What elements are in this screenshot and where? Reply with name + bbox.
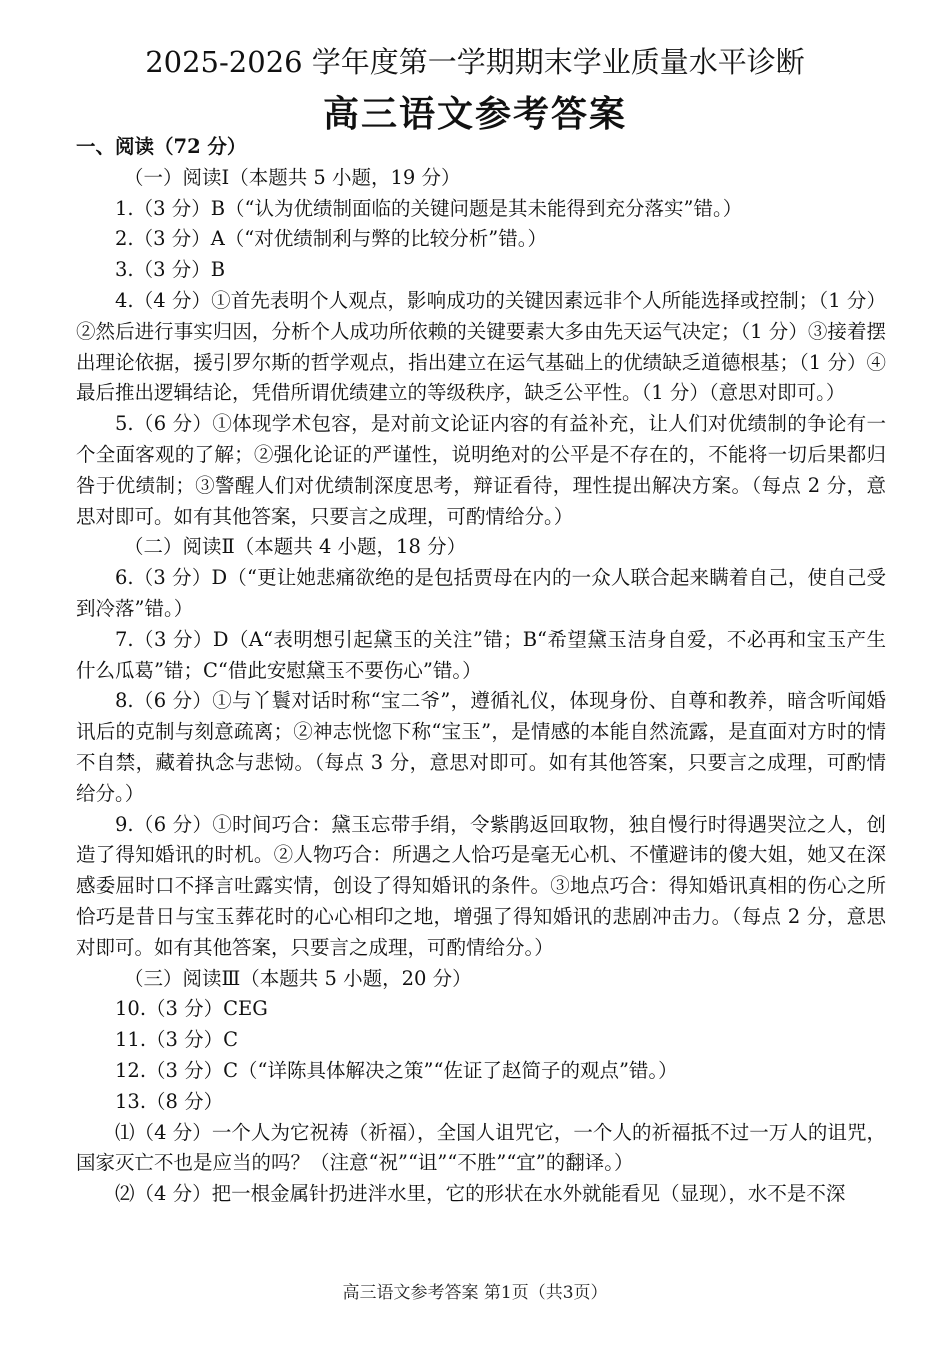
answer-q13-part2: ⑵（4 分）把一根金属针扔进泮水里，它的形状在水外就能看见（显现），水不是不深	[115, 1182, 846, 1206]
document-subtitle: 高三语文参考答案	[322, 93, 627, 135]
subsection-heading-reading3: （三）阅读Ⅲ（本题共 5 小题，20 分）	[124, 966, 472, 990]
answer-q4: 4.（4 分）①首先表明个人观点，影响成功的关键因素远非个人所能选择或控制；（1 分）②然后进行事实归因，分析个人成功所依赖的关键要素大多由先天运气决定；（1 分）③接着摆出理论依据，援引罗尔斯的哲学观点，指出建立在运气基础上的优绩缺乏道德根基；（1 分）④最后推出逻辑结论，凭借所谓优绩建立的等级秩序，缺乏公平性。（1 分）（意思对即可。）	[76, 288, 886, 405]
answer-q2: 2.（3 分）A（“对优绩制利与弊的比较分析”错。）	[115, 227, 547, 251]
section-heading-reading: 一、阅读（72 分）	[76, 135, 247, 158]
answer-q1: 1.（3 分）B（“认为优绩制面临的关键问题是其未能得到充分落实”错。）	[115, 196, 743, 220]
answer-q7: 7.（3 分）D（A“表明想引起黛玉的关注”错；B“希望黛玉洁身自爱，不必再和宝玉产生什么瓜葛”错；C“借此安慰黛玉不要伤心”错。）	[76, 627, 886, 682]
answer-q3: 3.（3 分）B	[115, 258, 226, 282]
answer-q6: 6.（3 分）D（“更让她悲痛欲绝的是包括贾母在内的一众人联合起来瞒着自己，使自己受到冷落”错。）	[76, 566, 886, 620]
answer-q13: 13.（8 分）	[115, 1089, 224, 1113]
answer-content	[76, 132, 886, 1210]
page-footer: 高三语文参考答案 第1页（共3页）	[342, 1283, 608, 1303]
subsection-heading-reading2: （二）阅读Ⅱ（本题共 4 小题，18 分）	[124, 535, 467, 559]
subsection-heading-reading1: （一）阅读Ⅰ（本题共 5 小题，19 分）	[124, 165, 461, 189]
answer-q5: 5.（6 分）①体现学术包容，是对前文论证内容的有益补充，让人们对优绩制的争论有一个全面客观的了解；②强化论证的严谨性，说明绝对的公平是不存在的，不能将一切后果都归咎于优绩制；③警醒人们对优绩制深度思考，辩证看待，理性提出解决方案。（每点 2 分，意思对即可。如有其他答案，只要言之成理，可酌情给分。）	[76, 412, 886, 528]
document-title: 2025-2026 学年度第一学期期末学业质量水平诊断	[145, 45, 805, 79]
answer-q8: 8.（6 分）①与丫鬟对话时称“宝二爷”，遵循礼仪，体现身份、自尊和教养，暗含听闻婚讯后的克制与刻意疏离；②神志恍惚下称“宝玉”，是情感的本能自然流露，是直面对方时的情不自禁，藏着执念与悲恸。（每点 3 分，意思对即可。如有其他答案，只要言之成理，可酌情给分。）	[76, 689, 886, 805]
answer-q11: 11.（3 分）C	[115, 1028, 239, 1052]
answer-q12: 12.（3 分）C（“详陈具体解决之策”“佐证了赵简子的观点”错。）	[115, 1058, 678, 1082]
answer-q10: 10.（3 分）CEG	[115, 997, 268, 1021]
answer-q9: 9.（6 分）①时间巧合：黛玉忘带手绢，令紫鹃返回取物，独自慢行时得遇哭泣之人，创造了得知婚讯的时机。②人物巧合：所遇之人恰巧是毫无心机、不懂避讳的傻大姐，她又在深感委屈时口不择言吐露实情，创设了得知婚讯的条件。③地点巧合：得知婚讯真相的伤心之所恰巧是昔日与宝玉葬花时的心心相印之地，增强了得知婚讯的悲剧冲击力。（每点 2 分，意思对即可。如有其他答案，只要言之成理，可酌情给分。）	[76, 812, 886, 959]
answer-q13-part1: ⑴（4 分）一个人为它祝祷（祈福），全国人诅咒它，一个人的祈福抵不过一万人的诅咒，国家灭亡不也是应当的吗？（注意“祝”“诅”“不胜”“宜”的翻译。）	[76, 1120, 886, 1175]
